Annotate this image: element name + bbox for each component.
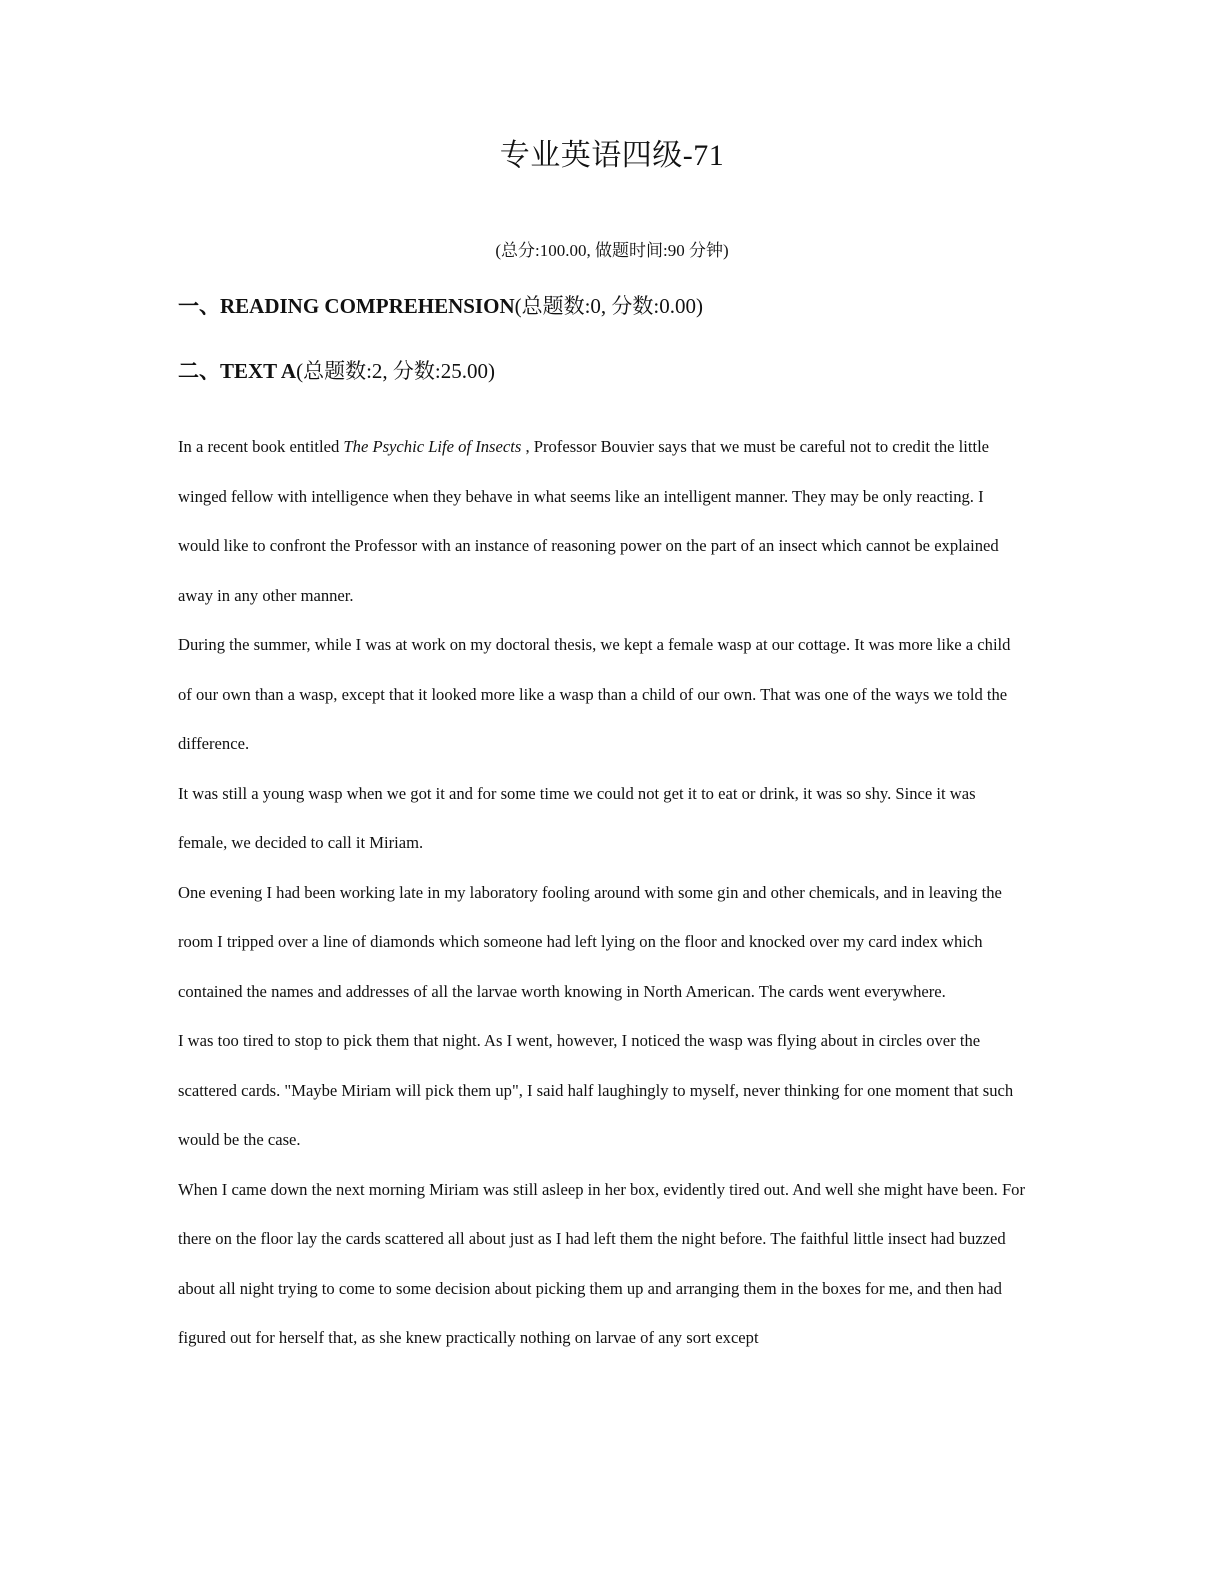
section-heading-text-a: [178, 356, 495, 386]
passage-paragraph-1: [178, 422, 1028, 620]
book-title: The Psychic Life of Insects: [343, 437, 522, 456]
passage-paragraph-3: It was still a young wasp when we got it and for some time we could not get it to eat or drink, it was so shy. Since it was female, we decided to call it Miriam.: [178, 783, 976, 852]
passage-paragraph-4: One evening I had been working late in my laboratory fooling around with some gin and other chemicals, and in leaving the room I tripped over a line of diamonds which someone had left lying on the floor and knocked over my card index which contained the names and addresses of all the larvae worth knowing in North American. The cards went everywhere.: [178, 882, 1002, 1001]
section-info: (总题数:2, 分数:25.00): [296, 359, 495, 383]
section-heading-reading-comprehension: [178, 291, 703, 321]
section-title: 一、READING COMPREHENSION: [178, 294, 515, 318]
passage-paragraph-2: During the summer, while I was at work on my doctoral thesis, we kept a female wasp at our cottage. It was more like a child of our own than a wasp, except that it looked more like a wasp than a child of our own. That was one of the ways we told the difference.: [178, 635, 1011, 753]
paragraph-text: , Professor Bouvier says that we must be careful not to credit the little winged fellow with intelligence when they behave in what seems like an intelligent manner. They may be only reacting. I would like to confront the Professor with an instance of reasoning power on the part of an insect which cannot be explained away in any other manner.: [178, 437, 999, 605]
reading-passage: [178, 422, 1028, 1363]
section-title: 二、TEXT A: [178, 359, 297, 383]
paragraph-text: In a recent book entitled: [178, 437, 344, 456]
passage-paragraph-6: When I came down the next morning Miriam was still asleep in her box, evidently tired out. And well she might have been. For there on the floor lay the cards scattered all about just as I had left them the night before. The faithful little insect had buzzed about all night trying to come to some decision about picking them up and arranging them in the boxes for me, and then had figured out for herself that, as she knew practically nothing on larvae of any sort except: [178, 1179, 1026, 1347]
document-meta: (总分:100.00, 做题时间:90 分钟): [495, 241, 729, 260]
passage-paragraph-5: I was too tired to stop to pick them that night. As I went, however, I noticed the wasp was flying about in circles over the scattered cards. "Maybe Miriam will pick them up", I said half laughingly to myself, never thinking for one moment that such would be the case.: [178, 1031, 1014, 1149]
section-info: (总题数:0, 分数:0.00): [514, 294, 704, 318]
document-title: 专业英语四级-71: [499, 139, 725, 172]
